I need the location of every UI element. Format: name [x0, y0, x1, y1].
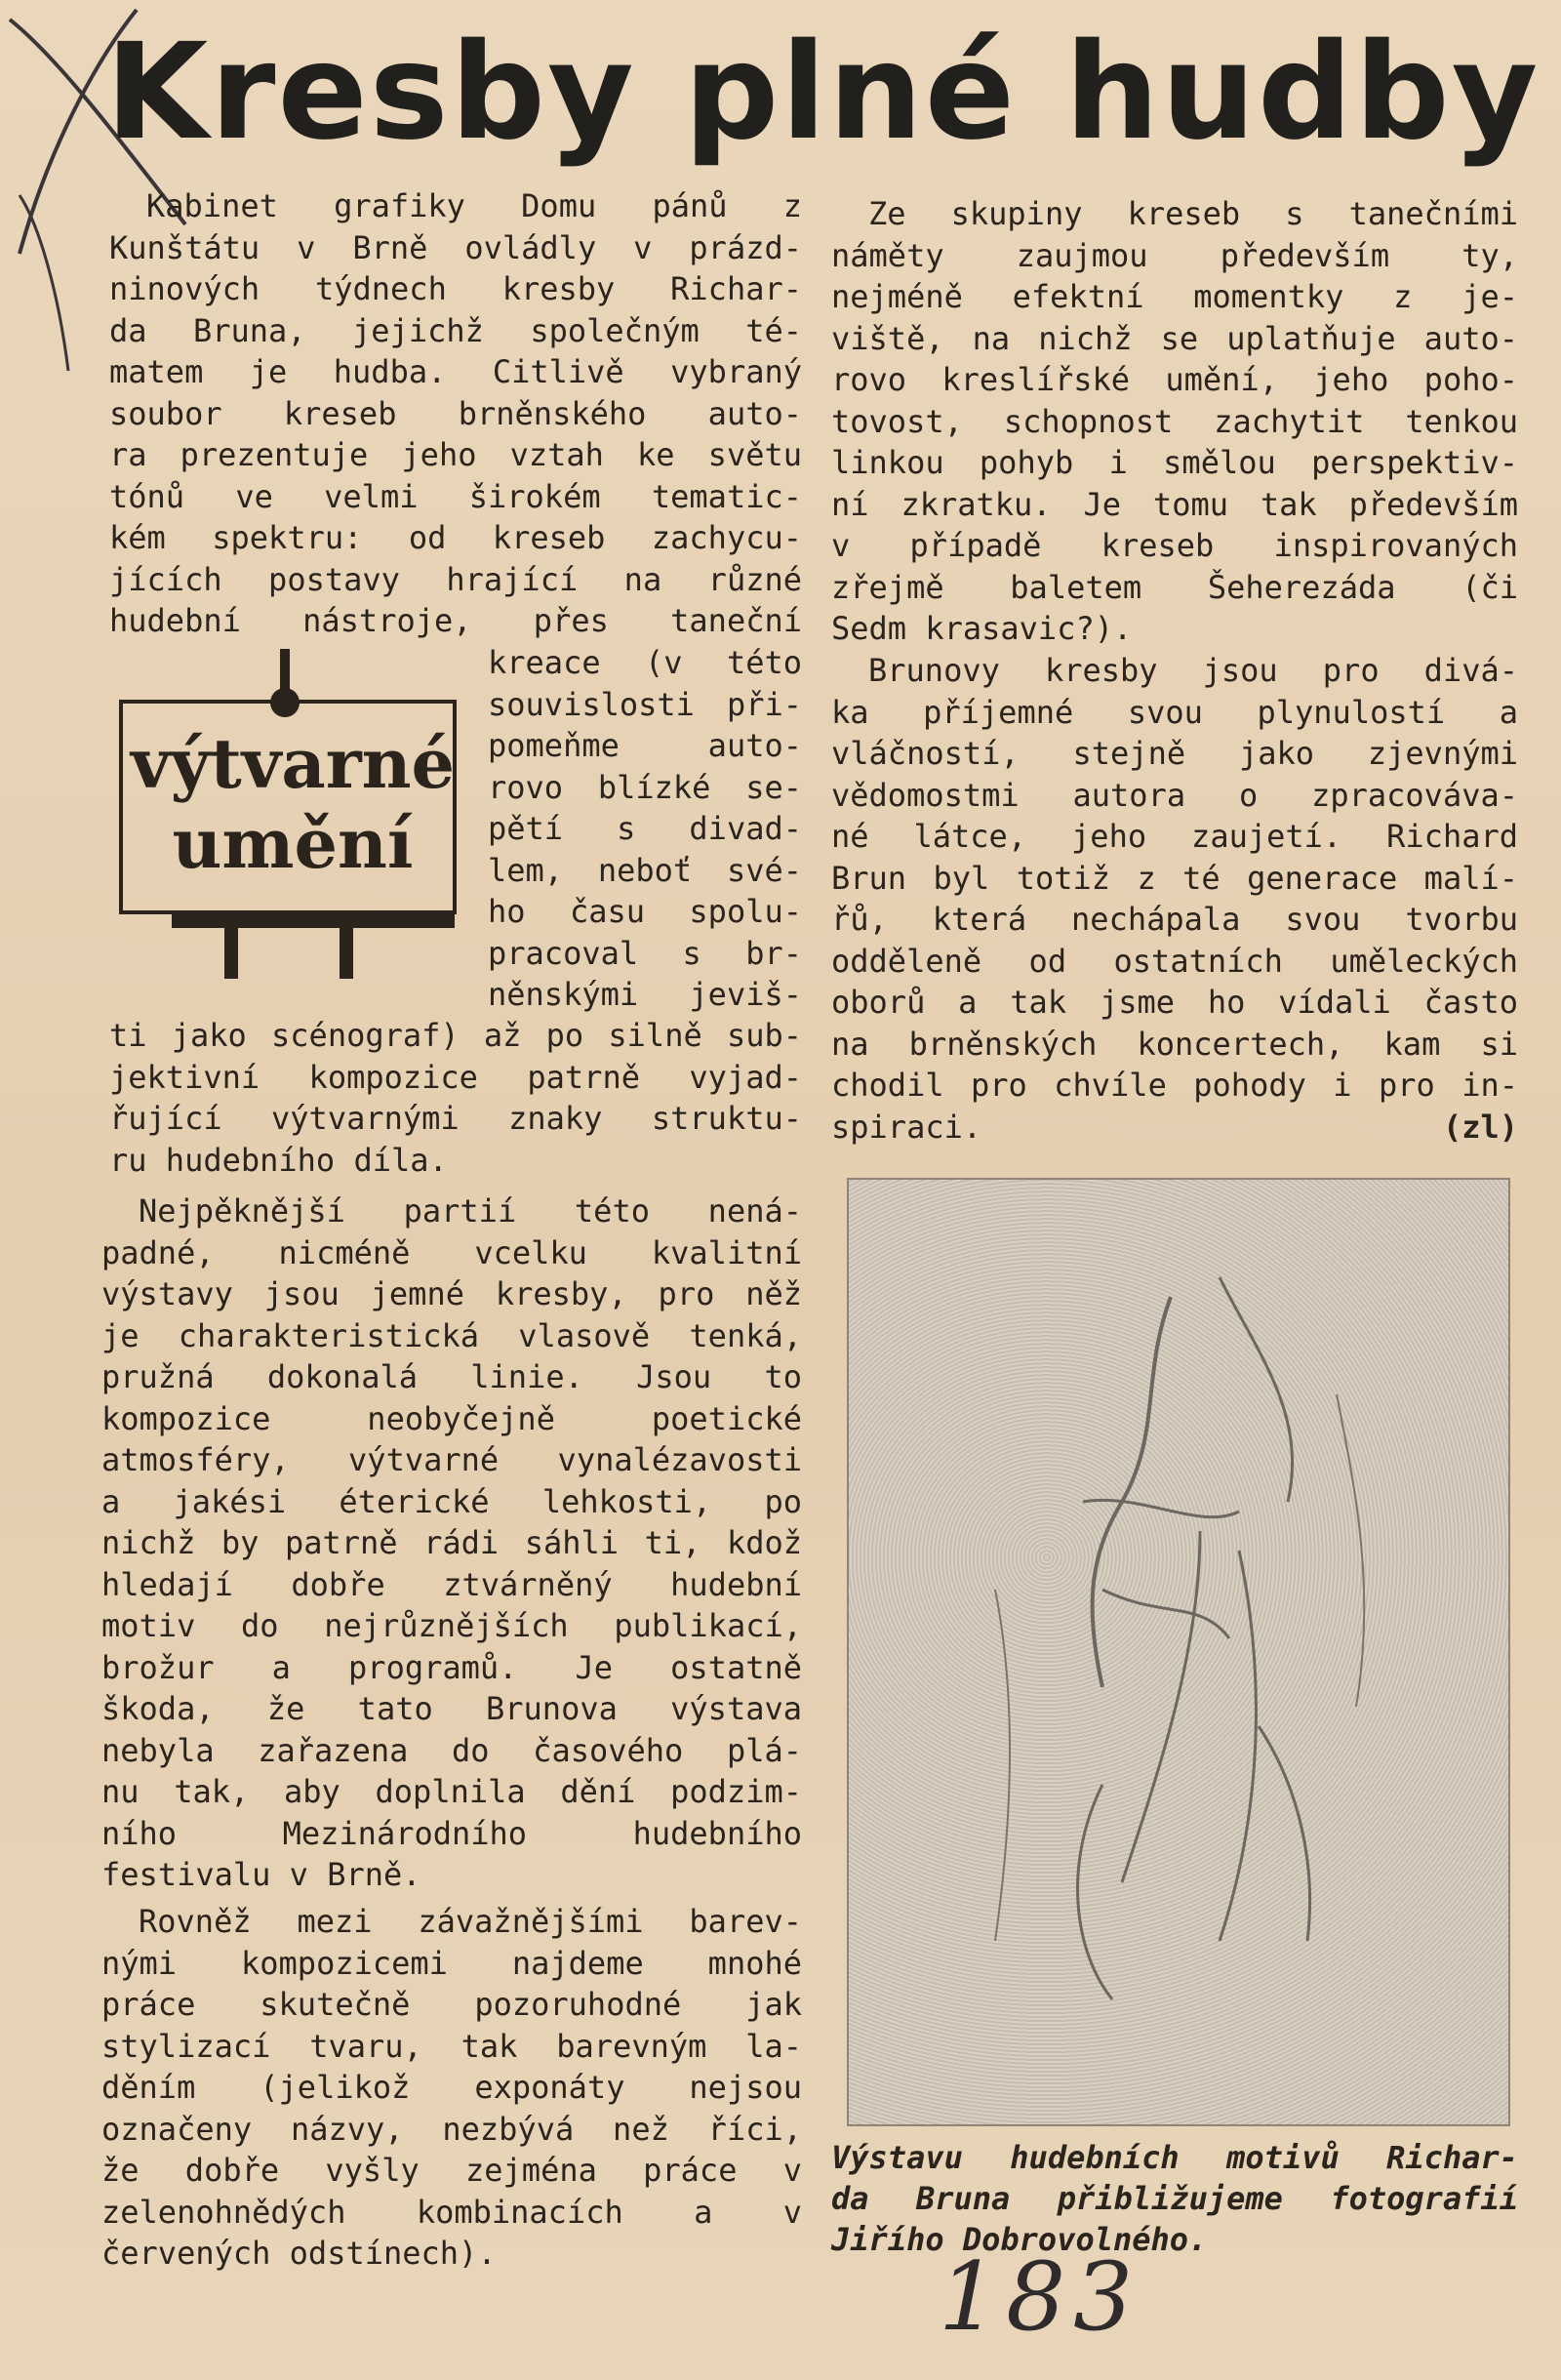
left-column-beside-rubric [488, 642, 802, 1016]
text-line: řů, která nechápala svou tvorbu [831, 901, 1518, 938]
left-column-after-rubric [109, 1015, 802, 1181]
text-line: na brněnských koncertech, kam si [831, 1025, 1518, 1063]
text-line: oborů a tak jsme ho vídali často [831, 984, 1518, 1021]
text-line: pružná dokonalá linie. Jsou to [101, 1358, 802, 1395]
text-line: škoda, že tato Brunova výstava [101, 1690, 802, 1727]
right-column-paragraph-1 [831, 193, 1518, 650]
text-line: je charakteristická vlasově tenká, [101, 1316, 802, 1354]
text-line: Brunovy kresby jsou pro divá- [868, 652, 1518, 689]
text-line: né látce, jeho zaujetí. Richard [831, 818, 1518, 855]
text-line: vědomostmi autora o zpracováva- [831, 776, 1518, 814]
left-column-paragraph-2 [101, 1190, 802, 1896]
text-line: soubor kreseb brněnského auto- [109, 394, 802, 432]
text-line: linkou pohyb i smělou perspektiv- [831, 444, 1518, 481]
text-line: ho času spolu- [488, 893, 802, 930]
text-line: brožur a programů. Je ostatně [101, 1648, 802, 1686]
author-signoff: (zl) [1442, 1108, 1518, 1146]
headline: Kresby plné hudby [105, 16, 1541, 170]
text-line: kém spektru: od kreseb zachycu- [109, 519, 802, 556]
text-line: nými kompozicemi najdeme mnohé [101, 1944, 802, 1982]
text-line: pracoval s br- [488, 934, 802, 972]
rubric-line-2: umění [172, 803, 414, 884]
text-line: nichž by patrně rádi sáhli ti, kdož [101, 1524, 802, 1561]
text-line: ninových týdnech kresby Richar- [109, 270, 802, 307]
text-line: a jakési éterické lehkosti, po [101, 1482, 802, 1520]
easel-leg-right [340, 926, 353, 979]
text-line: da Bruna přibližujeme fotografií [831, 2180, 1518, 2217]
text-line: kompozice neobyčejně poetické [101, 1399, 802, 1437]
text-line: da Bruna, jejichž společným té- [109, 311, 802, 349]
text-line: nejméně efektní momentky z je- [831, 278, 1518, 315]
handwritten-number: 183 [939, 2242, 1141, 2352]
text-line: ru hudebního díla. [109, 1141, 448, 1179]
text-line: ra prezentuje jeho vztah ke světu [109, 436, 802, 473]
text-line: ka příjemné svou plynulostí a [831, 693, 1518, 731]
text-line: souvislosti při- [488, 685, 802, 723]
right-column-paragraph-2 [831, 650, 1518, 1148]
text-line: jících postavy hrající na různé [109, 560, 802, 598]
text-line: tónů ve velmi širokém tematic- [109, 477, 802, 515]
text-line: nebyla zařazena do časového plá- [101, 1731, 802, 1769]
text-line: Kunštátu v Brně ovládly v prázd- [109, 228, 802, 266]
text-line: pomeňme auto- [488, 727, 802, 764]
text-line: festivalu v Brně. [101, 1856, 421, 1893]
text-line: hudební nástroje, přes taneční [109, 602, 802, 639]
text-line: tovost, schopnost zachytit tenkou [831, 402, 1518, 440]
text-line: spiraci. (zl) [831, 1107, 1518, 1149]
text-line: Rovněž mezi závažnějšími barev- [139, 1903, 802, 1940]
text-line: vláčností, stejně jako zjevnými [831, 735, 1518, 772]
text-line: Výstavu hudebních motivů Richar- [831, 2139, 1518, 2176]
text-line: rovo blízké se- [488, 768, 802, 806]
easel-base [172, 914, 455, 928]
easel-leg-left [224, 926, 238, 979]
text-line: v případě kreseb inspirovaných [831, 527, 1518, 564]
rubric-easel [109, 649, 476, 981]
text-line: něnskými jeviš- [488, 976, 802, 1013]
text-line: Brun byl totiž z té generace malí- [831, 859, 1518, 897]
text-line: viště, na nichž se uplatňuje auto- [831, 319, 1518, 357]
text-line: Jiřího Dobrovolného. [831, 2221, 1208, 2258]
text-line: ti jako scénograf) až po silně sub- [109, 1017, 802, 1054]
text-line: červených odstínech). [101, 2235, 497, 2272]
text-line: matem je hudba. Citlivě vybraný [109, 353, 802, 390]
text-line: Sedm krasavic?). [831, 610, 1133, 647]
text-line: že dobře vyšly zejména práce v [101, 2152, 802, 2189]
text-line: motiv do nejrůznějších publikací, [101, 1607, 802, 1644]
text-line: Kabinet grafiky Domu pánů z [146, 187, 802, 224]
text-line: nu tak, aby doplnila dění podzim- [101, 1773, 802, 1810]
text-line: Nejpěknější partií této nená- [139, 1192, 802, 1230]
rubric-line-1: výtvarné [130, 723, 456, 804]
text-line: práce skutečně pozoruhodné jak [101, 1986, 802, 2023]
text-line: náměty zaujmou především ty, [831, 236, 1518, 274]
text-line: atmosféry, výtvarné vynalézavosti [101, 1441, 802, 1478]
text-line: pětí s divad- [488, 810, 802, 847]
text-line: kreace (v této [488, 644, 802, 681]
left-column-paragraph-3 [101, 1901, 802, 2275]
text-line: děním (jelikož exponáty nejsou [101, 2069, 802, 2106]
text-line: chodil pro chvíle pohody i pro in- [831, 1067, 1518, 1104]
left-column-top [109, 185, 802, 642]
text-line: padné, nicméně vcelku kvalitní [101, 1233, 802, 1271]
text-line: zřejmě baletem Šeherezáda (či [831, 568, 1518, 606]
text-line: jektivní kompozice patrně vyjad- [109, 1058, 802, 1096]
text-line: zelenohnědých kombinacích a v [101, 2193, 802, 2231]
text-line: Ze skupiny kreseb s tanečními [868, 195, 1518, 232]
text-line: rovo kreslířské umění, jeho poho- [831, 361, 1518, 398]
photograph-drawing [847, 1178, 1510, 2126]
text-line: řující výtvarnými znaky struktu- [109, 1100, 802, 1137]
photo-caption [831, 2137, 1518, 2260]
text-line: výstavy jsou jemné kresby, pro něž [101, 1275, 802, 1312]
text-line: ního Mezinárodního hudebního [101, 1814, 802, 1852]
drawing-sketch [849, 1180, 1508, 2124]
text-line: lem, neboť své- [488, 851, 802, 889]
text-line: hledají dobře ztvárněný hudební [101, 1565, 802, 1603]
text-line: ní zkratku. Je tomu tak především [831, 485, 1518, 523]
text-line: označeny názvy, nezbývá než říci, [101, 2110, 802, 2148]
text-line: stylizací tvaru, tak barevným la- [101, 2027, 802, 2065]
text-line: odděleně od ostatních uměleckých [831, 942, 1518, 980]
